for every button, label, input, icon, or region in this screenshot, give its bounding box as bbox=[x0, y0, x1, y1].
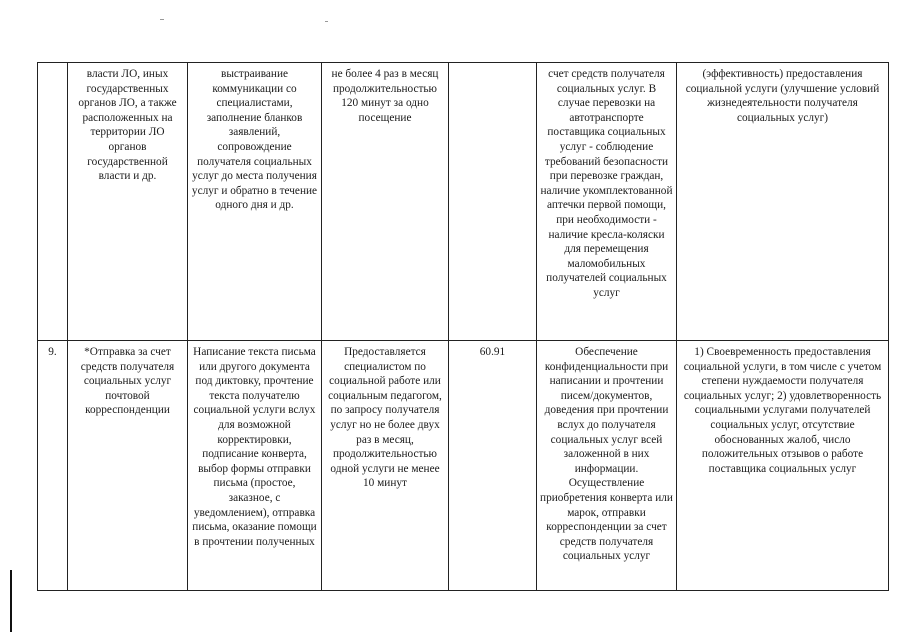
tariff-cell: 60.91 bbox=[449, 341, 537, 591]
row-number bbox=[38, 63, 68, 341]
tariff-cell bbox=[449, 63, 537, 341]
service-terms-cell: Предоставляется специалистом по социальной работе или социальным педагогом, по запросу получателя услуг но не более двух раз в месяц, продолжительностью одной услуги не менее 10 минут bbox=[322, 341, 449, 591]
scan-speck bbox=[160, 19, 164, 20]
table-row bbox=[38, 341, 889, 591]
quality-standards-cell: счет средств получателя социальных услуг. В случае перевозки на автотранспорте поставщика социальных услуг - соблюдение требований безопасности при перевозке граждан, наличие укомплектованной аптечки первой помощи, при необходимости - наличие кресла-коляски для перемещения маломобильных получателей социальных услуг bbox=[537, 63, 677, 341]
service-name-cell: *Отправка за счет средств получателя социальных услуг почтовой корреспонденции bbox=[68, 341, 188, 591]
scan-edge-line bbox=[10, 570, 12, 632]
service-terms-cell: не более 4 раз в месяц продолжительностью 120 минут за одно посещение bbox=[322, 63, 449, 341]
table-row bbox=[38, 63, 889, 341]
service-content-cell: выстраивание коммуникации со специалистами, заполнение бланков заявлений, сопровождение получателя социальных услуг до места получения услуг и обратно в течение одного дня и др. bbox=[188, 63, 322, 341]
scan-speck bbox=[325, 21, 328, 22]
efficiency-indicators-cell: (эффективность) предоставления социальной услуги (улучшение условий жизнедеятельности получателя социальных услуг) bbox=[677, 63, 889, 341]
service-content-cell: Написание текста письма или другого документа под диктовку, прочтение текста получателю социальной услуги вслух для возможной корректировки, подписание конверта, выбор формы отправки письма (простое, заказное, с уведомлением), отправка письма, оказание помощи в прочтении полученных bbox=[188, 341, 322, 591]
efficiency-indicators-cell: 1) Своевременность предоставления социальной услуги, в том числе с учетом степени нуждаемости получателя социальных услуг; 2) удовлетворенность социальными услугами получателей социальных услуг, отсутствие обоснованных жалоб, число положительных отзывов о работе поставщика социальных услуг bbox=[677, 341, 889, 591]
quality-standards-cell: Обеспечение конфиденциальности при написании и прочтении писем/документов, доведения при прочтении вслух до получателя социальных услуг всей заложенной в них информации. Осуществление приобретения конверта или марок, отправки корреспонденции за счет средств получателя социальных услуг bbox=[537, 341, 677, 591]
services-table bbox=[37, 62, 889, 591]
service-name-cell: власти ЛО, иных государственных органов ЛО, а также расположенных на территории ЛО органов государственной власти и др. bbox=[68, 63, 188, 341]
row-number: 9. bbox=[38, 341, 68, 591]
